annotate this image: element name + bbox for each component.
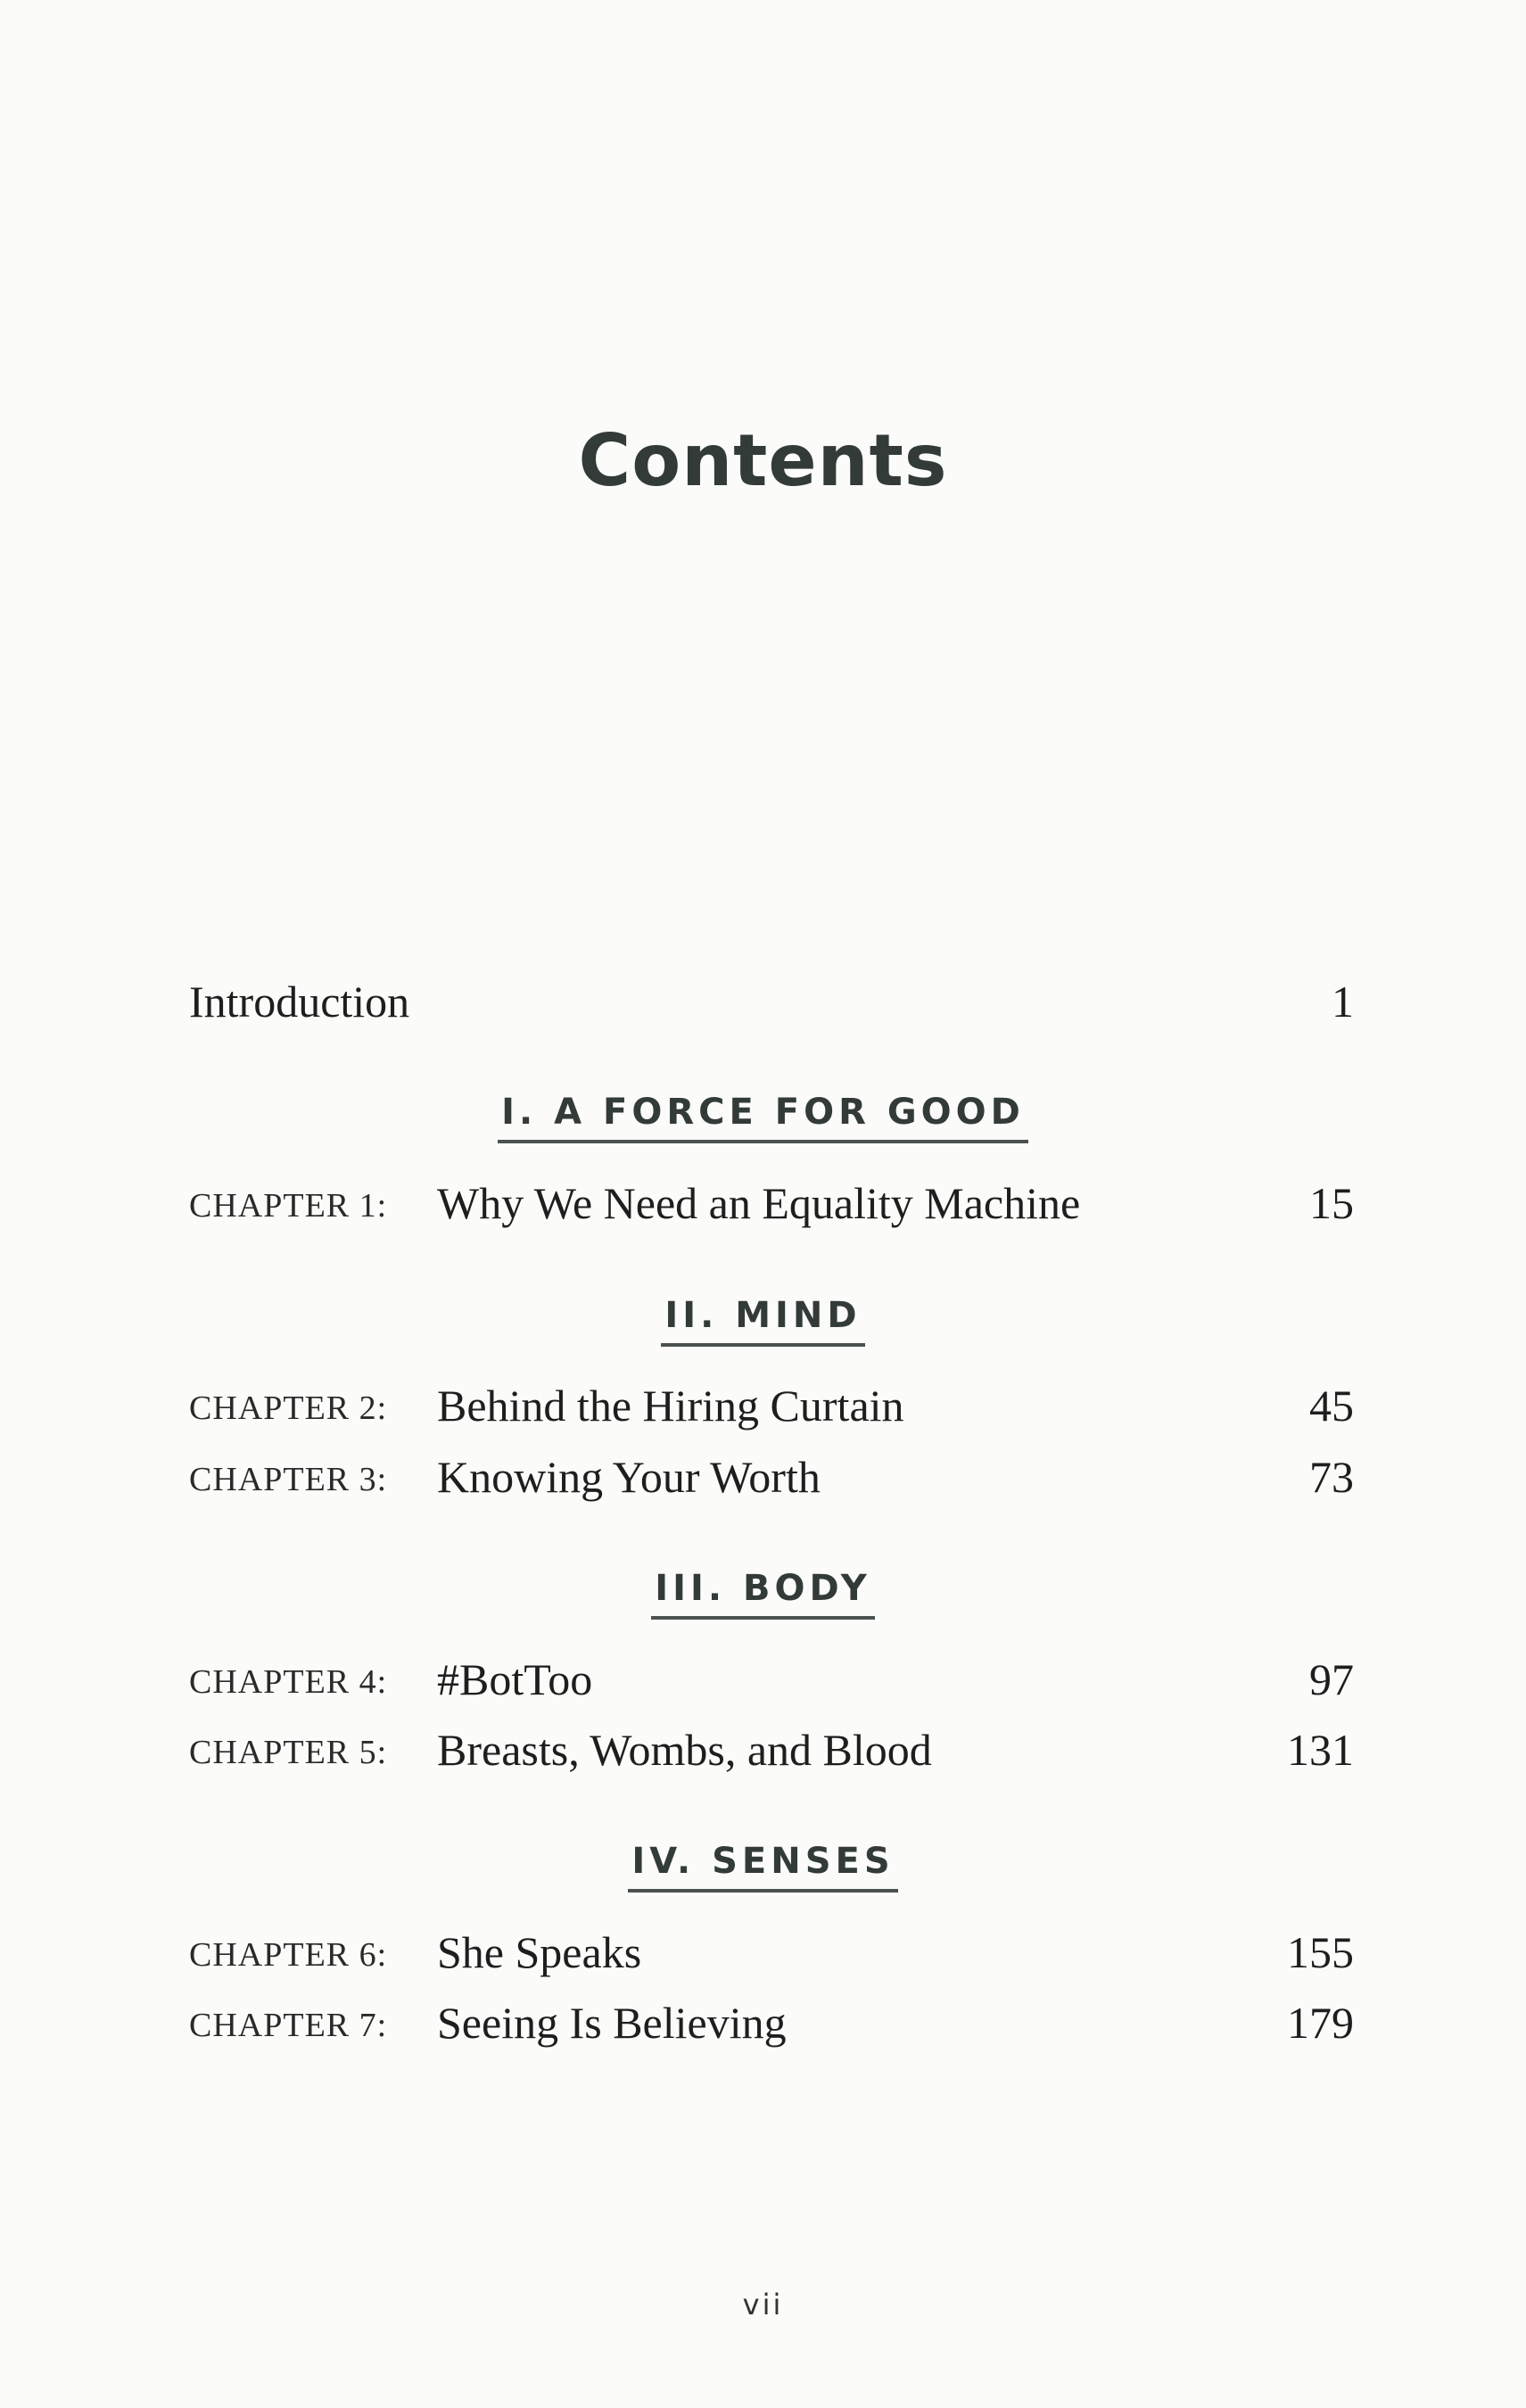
chapter-page: 73	[1309, 1452, 1354, 1502]
toc-entry-chapter-1[interactable]	[189, 1174, 1354, 1236]
chapter-title: Why We Need an Equality Machine	[437, 1178, 1081, 1228]
toc-entry-title: Introduction	[189, 977, 410, 1027]
chapter-page: 15	[1309, 1178, 1354, 1228]
chapter-page: 155	[1287, 1927, 1354, 1977]
chapter-label: CHAPTER 3:	[189, 1461, 388, 1498]
toc-entry-chapter-7[interactable]	[189, 1993, 1354, 2056]
toc-entry-page: 1	[1332, 977, 1354, 1027]
part-heading-text: IV. SENSES	[628, 1841, 897, 1893]
chapter-label: CHAPTER 2:	[189, 1390, 388, 1427]
part-heading-text: II. MIND	[661, 1295, 864, 1347]
toc-entry-chapter-6[interactable]	[189, 1923, 1354, 1985]
chapter-label: CHAPTER 7:	[189, 2007, 388, 2044]
chapter-page: 179	[1287, 1998, 1354, 2048]
part-heading-1	[0, 1092, 1526, 1143]
chapter-label: CHAPTER 1:	[189, 1187, 388, 1225]
chapter-title: Breasts, Wombs, and Blood	[437, 1725, 932, 1775]
chapter-label: CHAPTER 4:	[189, 1663, 388, 1701]
part-heading-text: I. A FORCE FOR GOOD	[498, 1092, 1028, 1143]
toc-entry-chapter-2[interactable]	[189, 1376, 1354, 1439]
toc-entry-introduction[interactable]	[189, 972, 1354, 1035]
chapter-title: She Speaks	[437, 1927, 642, 1977]
part-heading-text: III. BODY	[651, 1568, 875, 1620]
chapter-label: CHAPTER 6:	[189, 1936, 388, 1974]
page-title: Contents	[578, 419, 948, 502]
chapter-title: #BotToo	[437, 1654, 593, 1704]
toc-entry-chapter-5[interactable]	[189, 1720, 1354, 1783]
chapter-title: Seeing Is Believing	[437, 1998, 787, 2048]
page-number: vii	[742, 2288, 784, 2321]
chapter-page: 131	[1287, 1725, 1354, 1775]
chapter-page: 45	[1309, 1381, 1354, 1431]
chapter-page: 97	[1309, 1654, 1354, 1704]
chapter-title: Behind the Hiring Curtain	[437, 1381, 904, 1431]
part-heading-2	[0, 1295, 1526, 1347]
toc-entry-chapter-4[interactable]	[189, 1650, 1354, 1712]
chapter-label: CHAPTER 5:	[189, 1734, 388, 1771]
chapter-title: Knowing Your Worth	[437, 1452, 821, 1502]
toc-entry-chapter-3[interactable]	[189, 1447, 1354, 1510]
part-heading-4	[0, 1841, 1526, 1893]
part-heading-3	[0, 1568, 1526, 1620]
